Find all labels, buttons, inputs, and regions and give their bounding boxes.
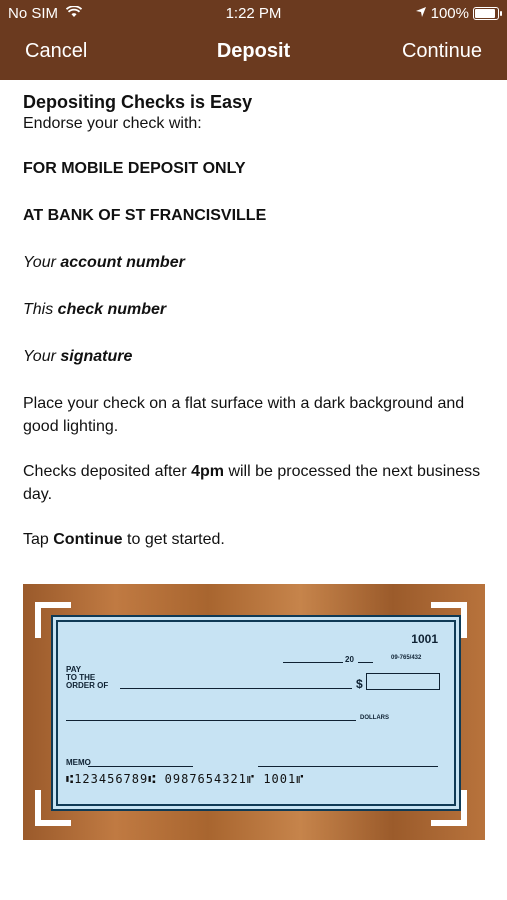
memo-line — [88, 766, 193, 767]
check-number: 1001 — [411, 632, 438, 646]
sample-check — [56, 620, 456, 806]
location-arrow-icon — [415, 5, 427, 22]
endorse-line-1: FOR MOBILE DEPOSIT ONLY — [23, 160, 246, 177]
endorse-signature: Your signature — [23, 348, 133, 365]
memo-label: MEMO — [66, 758, 91, 767]
status-bar — [0, 0, 507, 28]
instructions-heading: Depositing Checks is Easy — [23, 92, 253, 112]
check-illustration — [23, 584, 485, 840]
amount-box — [366, 673, 440, 690]
intro-text: Endorse your check with: — [23, 115, 202, 132]
written-amount-line — [66, 720, 356, 721]
routing-fraction: 09-765/432 — [391, 655, 422, 661]
top-bar — [0, 0, 507, 80]
tap-continue-hint: Tap Continue to get started. — [23, 531, 225, 548]
cutoff-notice: Checks deposited after 4pm will be processed the next business day. — [23, 463, 481, 503]
dollar-sign: $ — [356, 677, 363, 691]
dollars-label: DOLLARS — [360, 715, 389, 721]
endorse-line-2: AT BANK OF ST FRANCISVILLE — [23, 207, 267, 224]
continue-button[interactable]: Continue — [401, 40, 482, 62]
instructions — [23, 92, 488, 551]
payee-line — [120, 688, 352, 689]
endorse-check-number: This check number — [23, 301, 167, 318]
battery-icon — [473, 7, 499, 20]
status-time: 1:22 PM — [225, 5, 282, 22]
battery-percent: 100% — [430, 5, 469, 22]
date-line — [283, 662, 343, 663]
nav-bar — [0, 36, 507, 70]
micr-line: ⑆123456789⑆ 0987654321⑈ 1001⑈ — [66, 772, 305, 786]
date-year: 20 — [345, 655, 354, 664]
endorse-account: Your account number — [23, 254, 185, 271]
surface-instructions: Place your check on a flat surface with a dark background and good lighting. — [23, 395, 465, 435]
pay-to-label: PAY TO THE ORDER OF — [66, 665, 109, 690]
battery-status — [415, 5, 499, 22]
signature-line — [258, 766, 438, 767]
page-title: Deposit — [216, 40, 291, 62]
carrier-label: No SIM — [8, 5, 59, 22]
date-line-end — [358, 662, 373, 663]
cancel-button[interactable]: Cancel — [25, 40, 88, 62]
